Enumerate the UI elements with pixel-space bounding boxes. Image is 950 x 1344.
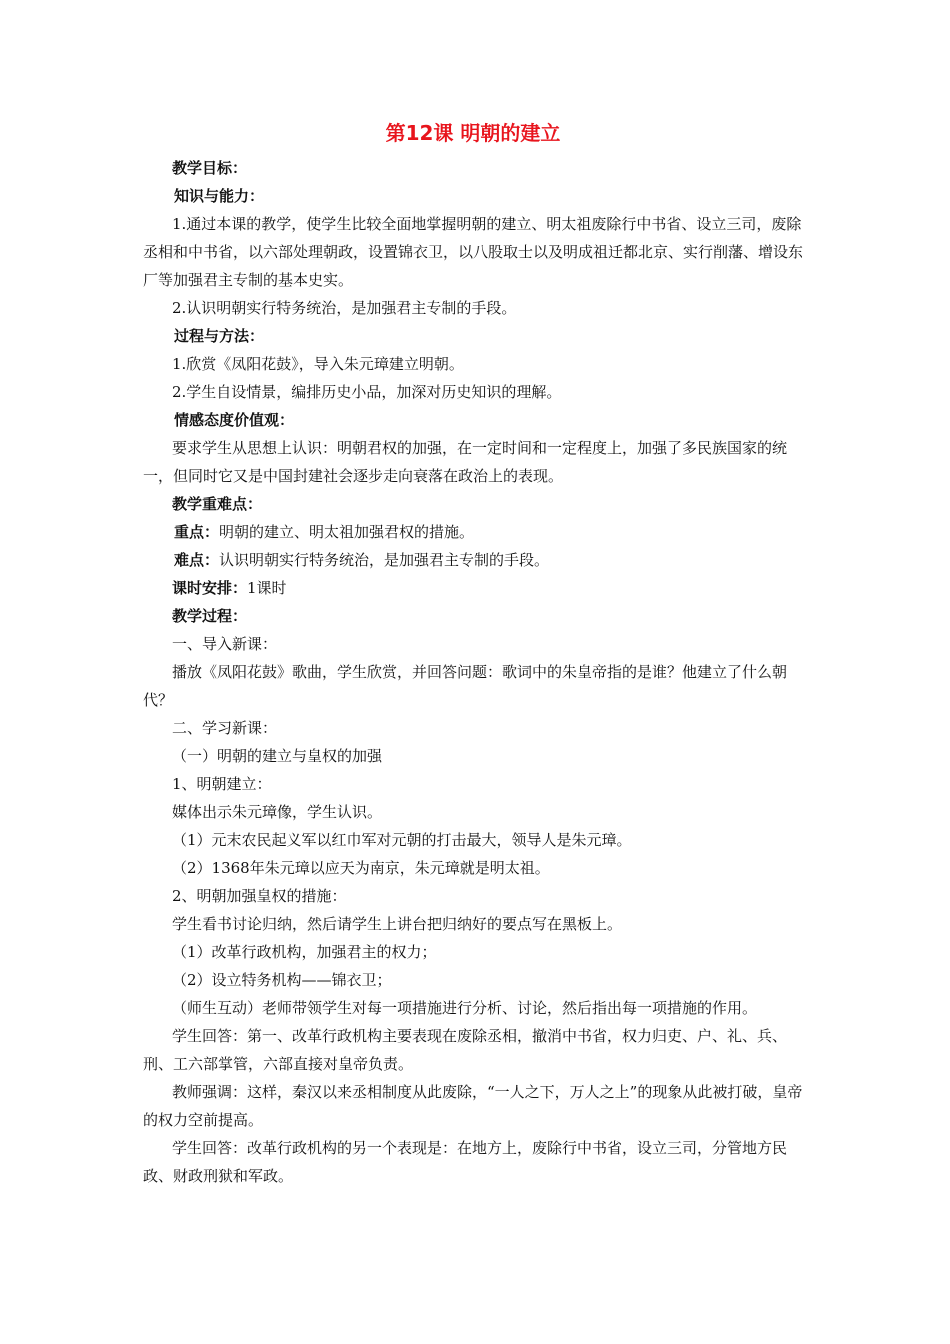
section-2-interaction: （师生互动）老师带领学生对每一项措施进行分析、讨论，然后指出每一项措施的作用。 (172, 999, 758, 1017)
difficult-text: 认识明朝实行特务统治，是加强君主专制的手段。 (219, 551, 550, 569)
step-1-text: 播放《凤阳花鼓》歌曲，学生欣赏，并回答问题：歌词中的朱皇帝指的是谁？他建立了什么朝代？ (143, 663, 788, 709)
student-answer-1: 学生回答：第一、改革行政机构主要表现在废除丞相，撤消中书省，权力归吏、户、礼、兵、刑、工六部掌管，六部直接对皇帝负责。 (143, 1027, 788, 1073)
schedule-label: 课时安排： (172, 579, 248, 597)
key-text: 明朝的建立、明太祖加强君权的措施。 (219, 523, 475, 541)
knowledge-item-1: 1.通过本课的教学，使学生比较全面地掌握明朝的建立、明太祖废除行中书省、设立三司，废除丞相和中书省，以六部处理朝政，设置锦衣卫，以八股取士以及明成祖迁都北京、实行削藩、增设东厂等加强君主专制的基本史实。 (143, 215, 804, 289)
knowledge-heading: 知识与能力： (174, 187, 265, 205)
section-2-title: 2、明朝加强皇权的措施： (172, 887, 347, 905)
objectives-heading: 教学目标： (172, 159, 248, 177)
step-1: 一、导入新课： (172, 635, 278, 653)
section-2-item-2: （2）设立特务机构——锦衣卫； (172, 971, 392, 989)
document-page (143, 118, 803, 1190)
difficult-point (143, 546, 803, 574)
key-point (143, 518, 803, 546)
process-heading: 过程与方法： (174, 327, 265, 345)
sub-section-1: （一）明朝的建立与皇权的加强 (172, 747, 383, 765)
emotion-text: 要求学生从思想上认识：明朝君权的加强，在一定时间和一定程度上，加强了多民族国家的统一，但同时它又是中国封建社会逐步走向衰落在政治上的表现。 (143, 439, 788, 485)
difficult-label: 难点： (174, 551, 220, 569)
section-1-text: 媒体出示朱元璋像，学生认识。 (172, 803, 383, 821)
section-1-title: 1、明朝建立： (172, 775, 272, 793)
section-2-text: 学生看书讨论归纳，然后请学生上讲台把归纳好的要点写在黑板上。 (172, 915, 623, 933)
procedure-heading: 教学过程： (172, 607, 248, 625)
emotion-heading: 情感态度价值观： (174, 411, 295, 429)
keypoints-heading: 教学重难点： (172, 495, 263, 513)
section-2-item-1: （1）改革行政机构，加强君主的权力； (172, 943, 437, 961)
section-1-item-1: （1）元末农民起义军以红巾军对元朝的打击最大，领导人是朱元璋。 (172, 831, 632, 849)
process-item-2: 2.学生自设情景，编排历史小品，加深对历史知识的理解。 (172, 383, 562, 401)
lesson-title: 第12课 明朝的建立 (385, 121, 561, 145)
schedule (143, 574, 803, 602)
key-label: 重点： (174, 523, 220, 541)
process-item-1: 1.欣赏《凤阳花鼓》，导入朱元璋建立明朝。 (172, 355, 464, 373)
knowledge-item-2: 2.认识明朝实行特务统治，是加强君主专制的手段。 (172, 299, 517, 317)
step-2: 二、学习新课： (172, 719, 278, 737)
schedule-text: 1课时 (247, 579, 287, 597)
section-1-item-2: （2）1368年朱元璋以应天为南京，朱元璋就是明太祖。 (172, 859, 550, 877)
student-answer-2: 学生回答：改革行政机构的另一个表现是：在地方上，废除行中书省，设立三司，分管地方民政、财政刑狱和军政。 (143, 1139, 788, 1185)
teacher-emphasis-1: 教师强调：这样，秦汉以来丞相制度从此废除，“一人之下，万人之上”的现象从此被打破，皇帝的权力空前提高。 (143, 1083, 803, 1129)
